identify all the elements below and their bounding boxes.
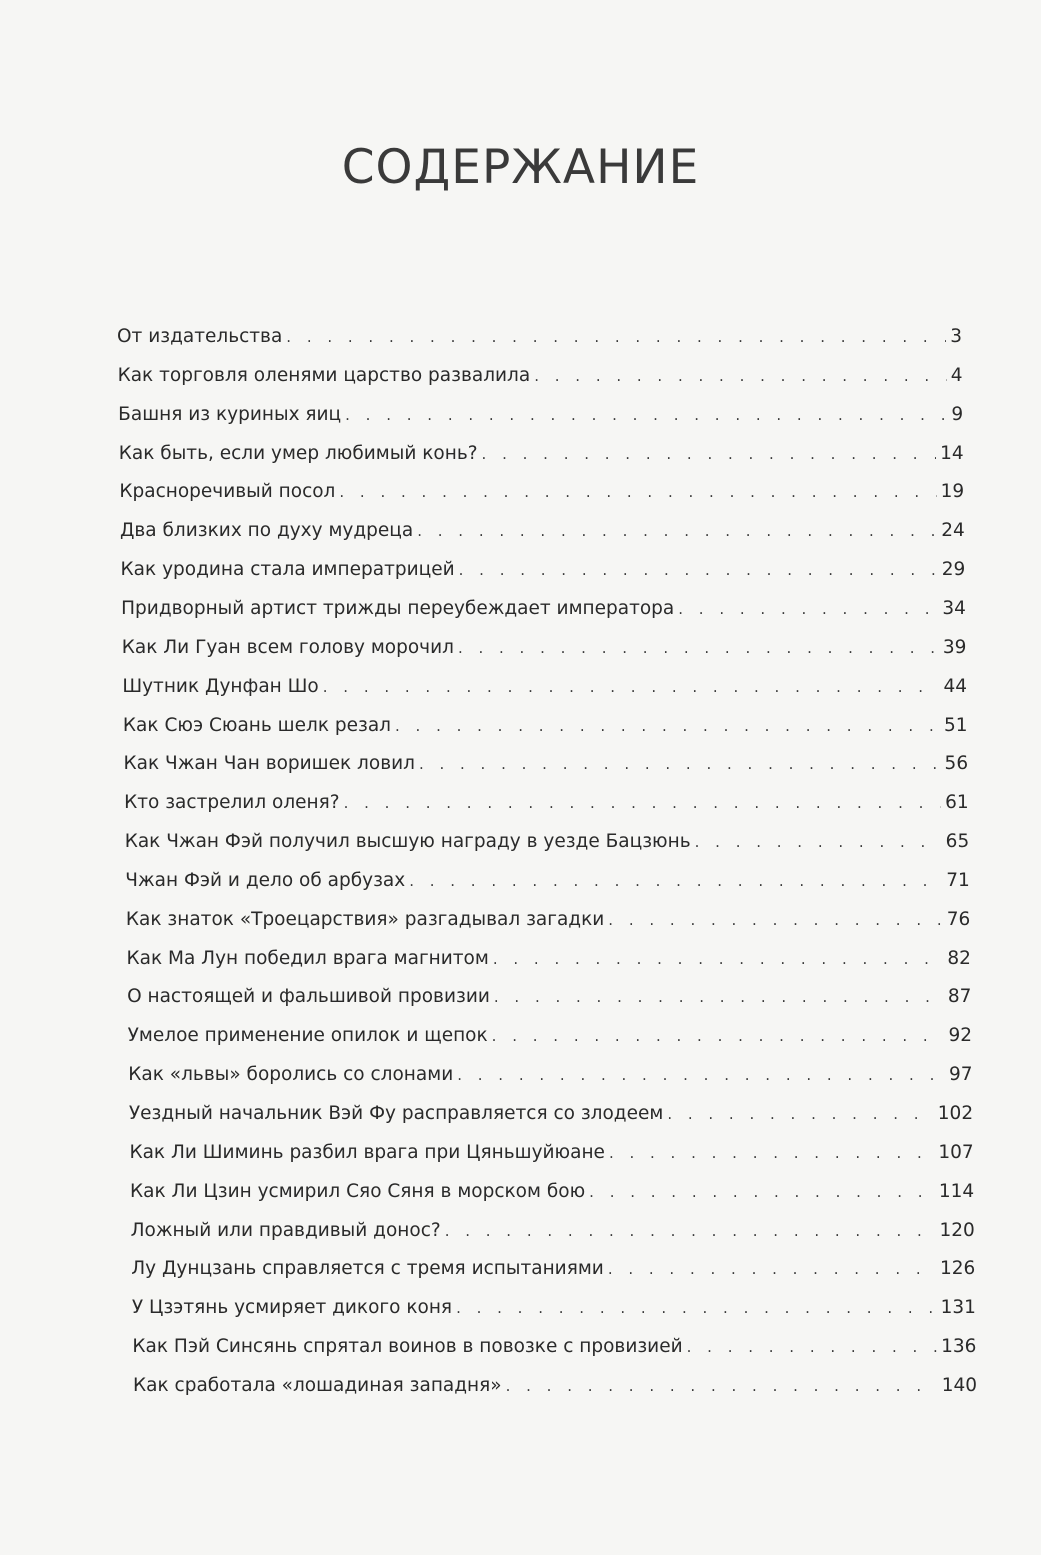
dot-leader — [457, 1064, 945, 1087]
toc-entry-title: Лу Дунцзань справляется с тремя испытаниями — [131, 1258, 604, 1280]
toc-entry — [124, 746, 969, 776]
toc-entry-title: Шутник Дунфан Шо — [122, 675, 319, 697]
toc-entry-page-number: 9 — [951, 403, 964, 425]
toc-entry-page-number: 61 — [945, 792, 969, 814]
toc-entry-page-number: 4 — [950, 364, 963, 386]
toc-entry-page-number: 120 — [939, 1219, 975, 1241]
dot-leader — [456, 1297, 937, 1320]
toc-entry-title: Умелое применение опилок и щепок — [127, 1025, 488, 1047]
toc-entry — [128, 1018, 972, 1048]
toc-entry-page-number: 102 — [937, 1103, 974, 1125]
toc-entry — [125, 824, 970, 854]
toc-entry — [121, 552, 966, 582]
dot-leader — [506, 1375, 938, 1398]
toc-entry — [118, 358, 963, 388]
toc-entry-page-number: 34 — [942, 597, 966, 619]
toc-entry — [126, 902, 970, 932]
toc-entry-page-number: 19 — [940, 481, 965, 503]
dot-leader — [687, 1336, 938, 1359]
toc-entry-title: Как уродина стала императрицей — [120, 559, 455, 581]
toc-entry — [121, 591, 966, 621]
dot-leader — [608, 909, 942, 932]
toc-entry-title: От издательства — [117, 326, 283, 347]
toc-entry-page-number: 39 — [942, 636, 967, 658]
toc-entry — [127, 979, 971, 1009]
dot-leader — [493, 948, 943, 971]
toc-entry-title: Как «львы» боролись со слонами — [128, 1064, 454, 1086]
dot-leader — [534, 365, 947, 388]
dot-leader — [459, 559, 938, 582]
toc-entry-page-number: 51 — [944, 714, 968, 736]
dot-leader — [482, 443, 937, 466]
toc-entry-title: О настоящей и фальшивой провизии — [127, 986, 490, 1008]
toc-entry — [131, 1251, 975, 1281]
toc-entry-title: Как Ли Цзин усмирил Сяо Сяня в морском бою — [130, 1180, 586, 1202]
toc-entry-page-number: 76 — [946, 908, 971, 930]
dot-leader — [345, 404, 947, 427]
dot-leader — [609, 1142, 934, 1165]
toc-entry-title: Как Ма Лун победил врага магнитом — [126, 947, 489, 969]
toc-entry-page-number: 126 — [940, 1258, 976, 1280]
toc-entry-page-number: 140 — [941, 1375, 977, 1396]
dot-leader — [339, 481, 936, 504]
toc-entry-page-number: 92 — [948, 1025, 972, 1047]
toc-entry-title: Как Сюэ Сюань шелк резал — [122, 714, 391, 736]
toc-entry — [117, 319, 962, 349]
toc-entry-title: Как Ли Шиминь разбил врага при Цяньшуйюане — [129, 1141, 605, 1163]
toc-entry — [122, 669, 967, 699]
toc-entry-title: Как Ли Гуан всем голову морочил — [121, 636, 454, 658]
toc-entry — [128, 1057, 972, 1087]
dot-leader — [589, 1181, 935, 1204]
toc-entry-title: Как знаток «Троецарствия» разгадывал загадки — [125, 908, 605, 930]
toc-entry-title: Кто застрелил оленя? — [124, 792, 340, 814]
dot-leader — [417, 520, 937, 543]
toc-entry — [126, 941, 970, 971]
toc-entry-page-number: 71 — [946, 869, 970, 891]
toc-entry — [119, 436, 964, 466]
toc-entry — [120, 513, 965, 543]
toc-entry-title: Как торговля оленями царство развалила — [117, 364, 531, 386]
toc-entry-title: Два близких по духу мудреца — [119, 520, 414, 542]
dot-leader — [695, 831, 942, 854]
toc-entry-page-number: 44 — [943, 675, 967, 697]
toc-entry-title: Как Пэй Синсянь спрятал воинов в повозке с провизией — [132, 1336, 683, 1358]
dot-leader — [494, 986, 944, 1009]
toc-entry — [118, 397, 963, 427]
dot-leader — [286, 326, 946, 349]
toc-entry-title: Как быть, если умер любимый конь? — [118, 442, 478, 464]
toc-entry-page-number: 82 — [947, 947, 971, 969]
toc-entry-title: Башня из куриных яиц — [118, 403, 342, 425]
toc-entry — [132, 1329, 976, 1359]
toc-entry-page-number: 114 — [938, 1180, 975, 1202]
toc-entry-title: Ложный или правдивый донос? — [130, 1219, 441, 1241]
toc-entry-title: Как Чжан Фэй получил высшую награду в уезде Бацзюнь — [124, 831, 691, 853]
toc-entry-page-number: 65 — [945, 831, 970, 853]
toc-entry — [132, 1290, 976, 1320]
dot-leader — [419, 753, 941, 776]
dot-leader — [667, 1103, 933, 1126]
toc-entry-page-number: 107 — [938, 1141, 974, 1163]
toc-entry — [130, 1174, 974, 1204]
toc-entry-title: Уездный начальник Вэй Фу расправляется со злодеем — [128, 1103, 664, 1125]
toc-entry — [122, 630, 967, 660]
toc-entry-page-number: 24 — [941, 520, 965, 542]
toc-entry-title: Как Чжан Чан воришек ловил — [123, 753, 415, 775]
toc-entry-page-number: 29 — [941, 559, 966, 581]
toc-entry-title: Чжан Фэй и дело об арбузах — [125, 869, 406, 891]
toc-entry — [133, 1368, 977, 1398]
toc-entry-title: У Цзэтянь усмиряет дикого коня — [131, 1297, 453, 1319]
toc-entry — [119, 474, 964, 504]
dot-leader — [344, 792, 942, 815]
dot-leader — [608, 1258, 936, 1281]
toc-entry — [125, 863, 969, 893]
toc-entry-title: Как сработала «лошадиная западня» — [133, 1375, 502, 1396]
toc-entry-page-number: 56 — [944, 753, 969, 775]
toc-entry-title: Придворный артист трижды переубеждает императора — [121, 597, 675, 619]
dot-leader — [458, 637, 939, 660]
dot-leader — [323, 676, 940, 699]
dot-leader — [395, 715, 940, 738]
toc-entry-page-number: 87 — [947, 986, 972, 1008]
toc-entry-page-number: 3 — [950, 326, 962, 347]
dot-leader — [492, 1025, 945, 1048]
toc-entry-page-number: 97 — [948, 1064, 973, 1086]
toc-entry — [124, 785, 969, 815]
toc-entry — [123, 708, 968, 738]
toc-entry — [129, 1096, 973, 1126]
toc-entry — [129, 1135, 973, 1165]
toc-entry-title: Красноречивый посол — [119, 481, 336, 503]
toc-entry-page-number: 14 — [940, 442, 964, 464]
dot-leader — [445, 1220, 936, 1243]
toc-entry-page-number: 131 — [940, 1297, 976, 1319]
toc-entry — [131, 1213, 975, 1243]
page-title: СОДЕРЖАНИЕ — [341, 140, 700, 195]
dot-leader — [678, 598, 938, 621]
dot-leader — [409, 870, 942, 893]
toc-entry-page-number: 136 — [941, 1336, 977, 1358]
